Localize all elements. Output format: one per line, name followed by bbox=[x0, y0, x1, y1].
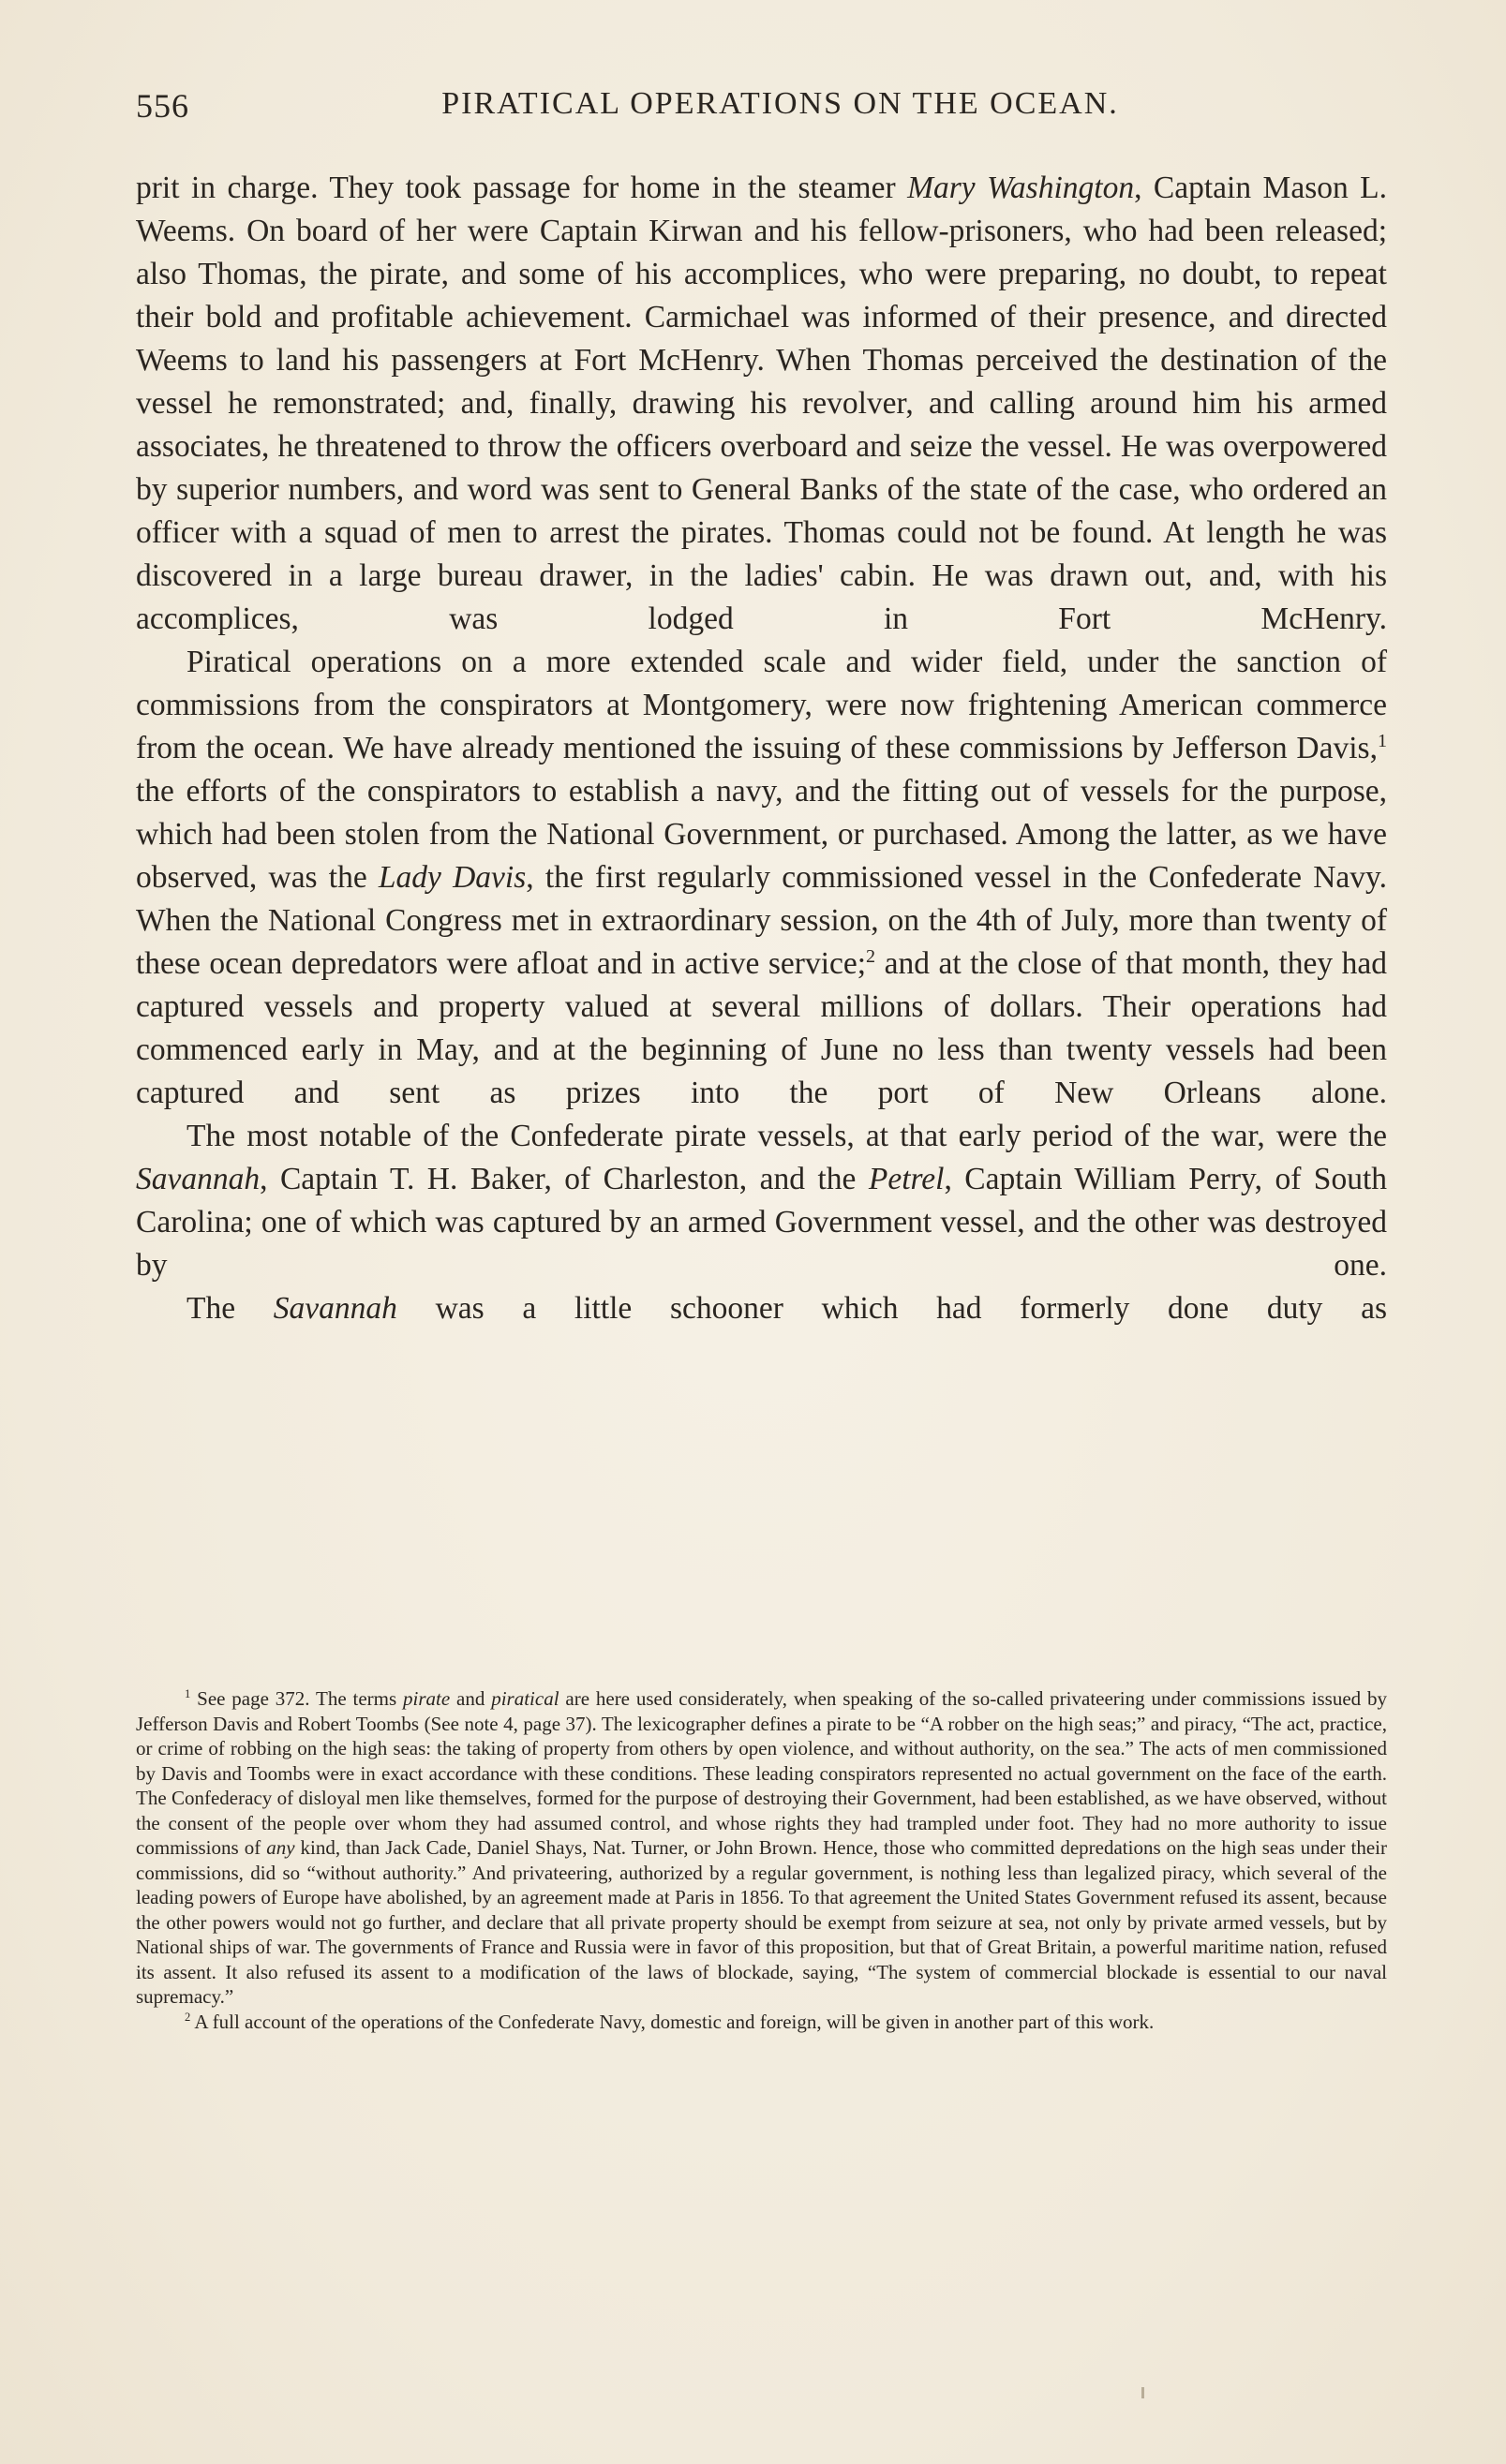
body-text bbox=[136, 167, 1387, 1330]
ship-name: Savannah bbox=[273, 1291, 397, 1326]
paragraph-2: Piratical operations on a more extended scale and wider field, under the sanction of commissions from the conspirators at Montgomery, were now frightening American commerce from the ocean. We have already mentioned the issuing of these commissions by Jefferson Davis,$^1$ the efforts of the conspirators to establish a navy, and the fitting out of vessels for the purpose, which had been stolen from the National Government, or purchased. Among the latter, as we have observed, was the Lady Davis, the first regularly commissioned vessel in the Confederate Navy. When the National Congress met in extraordinary session, on the 4th of July, more than twenty of these ocean depredators were afloat and in active service;$^2$ and at the close of that month, they had captured vessels and property valued at several millions of dollars. Their operations had commenced early in May, and at the beginning of June no less than twenty vessels had been captured and sent as prizes into the port of New Orleans alone. bbox=[136, 645, 1387, 1110]
footnote-ref-1[interactable]: 1 bbox=[1377, 730, 1387, 751]
footnote-ref-2[interactable]: 2 bbox=[866, 945, 876, 967]
ship-name: Savannah bbox=[136, 1162, 261, 1196]
footnotes bbox=[136, 1686, 1387, 2034]
page-header bbox=[136, 86, 1387, 142]
running-head: PIRATICAL OPERATIONS ON THE OCEAN. bbox=[441, 86, 1119, 121]
footnote-1: $^1$ See page 372. The terms pirate and piratical are here used considerately, when speaking of the so-called privateering under commissions issued by Jefferson Davis and Robert Toombs (See note 4, page 37). The lexicographer defines a pirate to be “A robber on the high seas;” and piracy, “The act, practice, or crime of robbing on the high seas: the taking of property from others by open violence, and without authority, on the sea.” The acts of men commissioned by Davis and Toombs were in exact accordance with these conditions. These leading conspirators represented no actual government on the face of the earth. The Confederacy of disloyal men like themselves, formed for the purpose of destroying their Government, had been established, as we have observed, without the consent of the people over whom they had assumed control, and whose rights they had trampled under foot. They had no more authority to issue commissions of any kind, than Jack Cade, Daniel Shays, Nat. Turner, or John Brown. Hence, those who committed depredations on the high seas under their commissions, did so “without authority.” And privateering, authorized by a regular government, is nothing less than legalized piracy, which several of the leading powers of Europe have abolished, by an agreement made at Paris in 1856. To that agreement the United States Government refused its assent, because the other powers would not go further, and declare that all private property should be exempt from seizure at sea, not only by private armed vessels, but by National ships of war. The governments of France and Russia were in favor of this proposition, but that of Great Britain, a powerful maritime nation, refused its assent. It also refused its assent to a modification of the laws of blockade, saying, “The system of commercial blockade is essential to our naval supremacy.” bbox=[136, 1687, 1388, 2008]
page-number: 556 bbox=[136, 87, 189, 125]
paragraph-4: The Savannah was a little schooner which had formerly done duty as bbox=[186, 1291, 1387, 1326]
footnote-mark: 1 bbox=[185, 1687, 191, 1700]
footnote-2: $^2$ A full account of the operations of the Confederate Navy, domestic and foreign, will be given in another part of this work. bbox=[185, 2010, 1155, 2033]
print-blemish bbox=[1141, 2387, 1144, 2398]
ship-name: Petrel bbox=[868, 1162, 945, 1196]
paragraph-1: prit in charge. They took passage for home in the steamer Mary Washington, Captain Mason L. Weems. On board of her were Captain Kirwan and his fellow-prisoners, who had been released; also Thomas, the pirate, and some of his accomplices, who were preparing, no doubt, to repeat their bold and profitable achievement. Carmichael was informed of their presence, and directed Weems to land his passengers at Fort McHenry. When Thomas perceived the destination of the vessel he remonstrated; and, finally, drawing his revolver, and calling around him his armed associates, he threatened to throw the officers overboard and seize the vessel. He was overpowered by superior numbers, and word was sent to General Banks of the state of the case, who ordered an officer with a squad of men to arrest the pirates. Thomas could not be found. At length he was discovered in a large bureau drawer, in the ladies' cabin. He was drawn out, and, with his accomplices, was lodged in Fort McHenry. bbox=[136, 171, 1388, 636]
paragraph-3: The most notable of the Confederate pirate vessels, at that early period of the war, were the Savannah, Captain T. H. Baker, of Charleston, and the Petrel, Captain William Perry, of South Carolina; one of which was captured by an armed Government vessel, and the other was destroyed by one. bbox=[136, 1119, 1388, 1283]
ship-name: Lady Davis bbox=[378, 860, 527, 895]
ship-name: Mary Washington bbox=[907, 171, 1135, 205]
footnote-mark: 2 bbox=[185, 2010, 191, 2024]
